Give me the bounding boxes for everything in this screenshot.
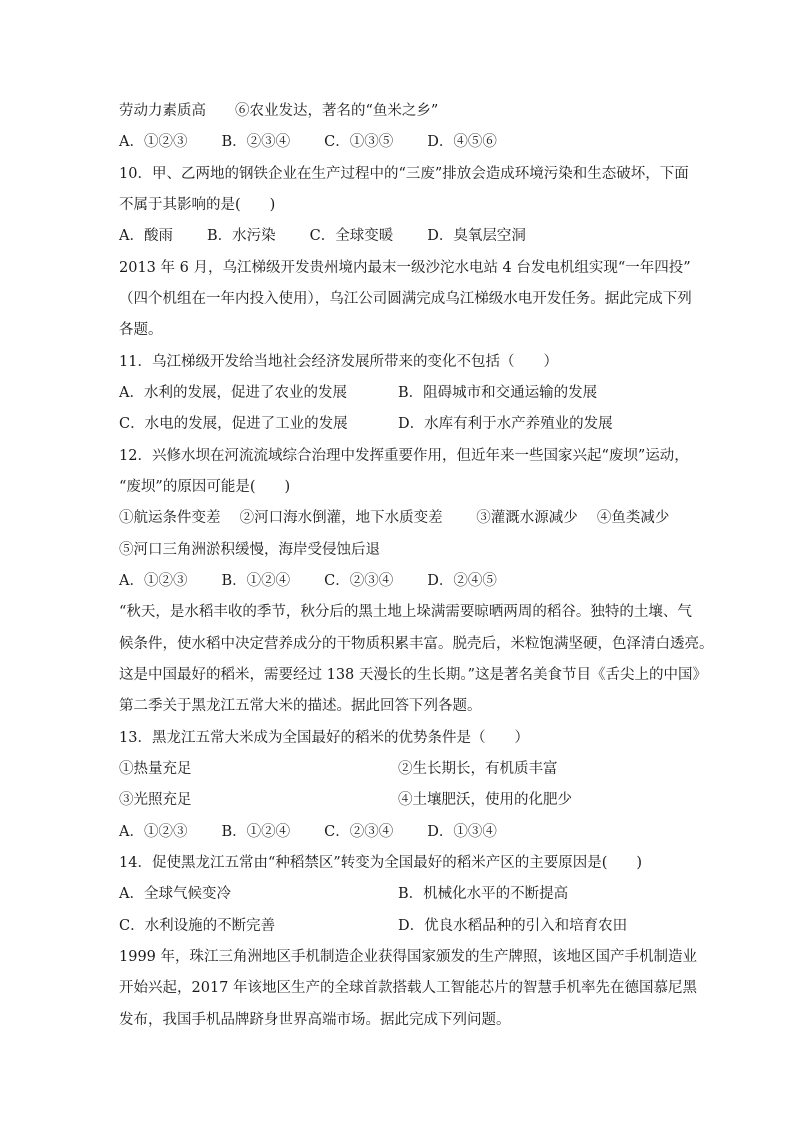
question-12-text-cont: “废坝”的原因可能是( ) [119,479,291,495]
question-11-text: 11．乌江梯级开发给当地社会经济发展所带来的变化不包括（ ） [119,354,558,370]
question-12-text: 12．兴修水坝在河流流域综合治理中发挥重要作用，但近年来一些国家兴起“废坝”运动， [119,448,689,464]
answer-options-q12 [119,571,497,591]
question-13-text: 13．黑龙江五常大米成为全国最好的稻米的优势条件是（ ） [119,730,529,746]
passage-line: 各题。 [119,322,163,338]
answer-options-q13 [119,822,497,842]
option-d: D．①③④ [427,824,497,840]
answer-options-q10 [119,226,526,246]
passage-line: 这是中国最好的稻米，需要经过 138 天漫长的生长期。”这是著名美食节目《舌尖上的中国》 [119,667,708,683]
passage-line: 发布，我国手机品牌跻身世界高端市场。据此完成下列问题。 [119,1012,511,1028]
text-line: 劳动力素质高 ⑥农业发达，著名的“鱼米之乡” [119,103,439,119]
statement-line: ⑤河口三角洲淤积缓慢，海岸受侵蚀后退 [119,542,380,558]
option-c: C．②③④ [324,824,394,840]
option-c: C．①③⑤ [324,134,394,150]
passage-line: 候条件，使水稻中决定营养成分的干物质积累丰富。脱壳后，米粒饱满坚硬，色泽清白透亮。 [119,636,714,652]
option-b: B．②③④ [221,134,291,150]
option-b: B．①②④ [221,824,291,840]
passage-line: 2013 年 6 月，乌江梯级开发贵州境内最末一级沙沱水电站 4 台发电机组实现“一年四投” [119,260,691,276]
option-a: A．①②③ [119,824,188,840]
option-c: C．全球变暖 [309,228,394,244]
statement-4: ④土壤肥沃，使用的化肥少 [398,792,572,808]
option-d: D．臭氧层空洞 [427,228,526,244]
option-c: C．②③④ [324,573,394,589]
passage-line: 开始兴起，2017 年该地区生产的全球首款搭载人工智能芯片的智慧手机率先在德国慕尼黑 [119,980,698,996]
option-d: D．②④⑤ [427,573,497,589]
question-10-text-cont: 不属于其影响的是( ) [119,197,276,213]
option-d: D．④⑤⑥ [427,134,497,150]
passage-line: （四个机组在一年内投入使用），乌江公司圆满完成乌江梯级水电开发任务。据此完成下列 [119,291,692,307]
statement-1: ①热量充足 [119,761,192,777]
passage-line: “秋天，是水稻丰收的季节，秋分后的黑土地上垛满需要晾晒两周的稻谷。独特的土壤、气 [119,604,692,620]
option-d: D．水库有利于水产养殖业的发展 [398,416,613,432]
option-a: A．酸雨 [119,228,173,244]
passage-line: 1999 年，珠江三角洲地区手机制造企业获得国家颁发的生产牌照，该地区国产手机制造业 [119,949,698,965]
statement-2: ②生长期长，有机质丰富 [398,761,558,777]
option-a: A．水利的发展，促进了农业的发展 [119,385,347,401]
option-c: C．水电的发展，促进了工业的发展 [119,416,348,432]
option-b: B．水污染 [206,228,276,244]
question-14-text: 14．促使黑龙江五常由“种稻禁区”转变为全国最好的稻米产区的主要原因是( ) [119,855,643,871]
option-a: A．全球气候变冷 [119,886,231,902]
option-b: B．阻碍城市和交通运输的发展 [398,385,598,401]
option-a: A．①②③ [119,573,188,589]
option-b: B．①②④ [221,573,291,589]
option-d: D．优良水稻品种的引入和培育农田 [398,918,628,934]
option-a: A．①②③ [119,134,188,150]
passage-line: 第二季关于黑龙江五常大米的描述。据此回答下列各题。 [119,698,482,714]
answer-options-q9 [119,132,497,152]
option-c: C．水利设施的不断完善 [119,918,276,934]
statement-line: ①航运条件变差 ②河口海水倒灌，地下水质变差 ③灌溉水源减少 ④鱼类减少 [119,510,670,526]
option-b: B．机械化水平的不断提高 [398,886,569,902]
question-10-text: 10．甲、乙两地的钢铁企业在生产过程中的“三废”排放会造成环境污染和生态破坏，下面 [119,166,689,182]
statement-3: ③光照充足 [119,792,192,808]
